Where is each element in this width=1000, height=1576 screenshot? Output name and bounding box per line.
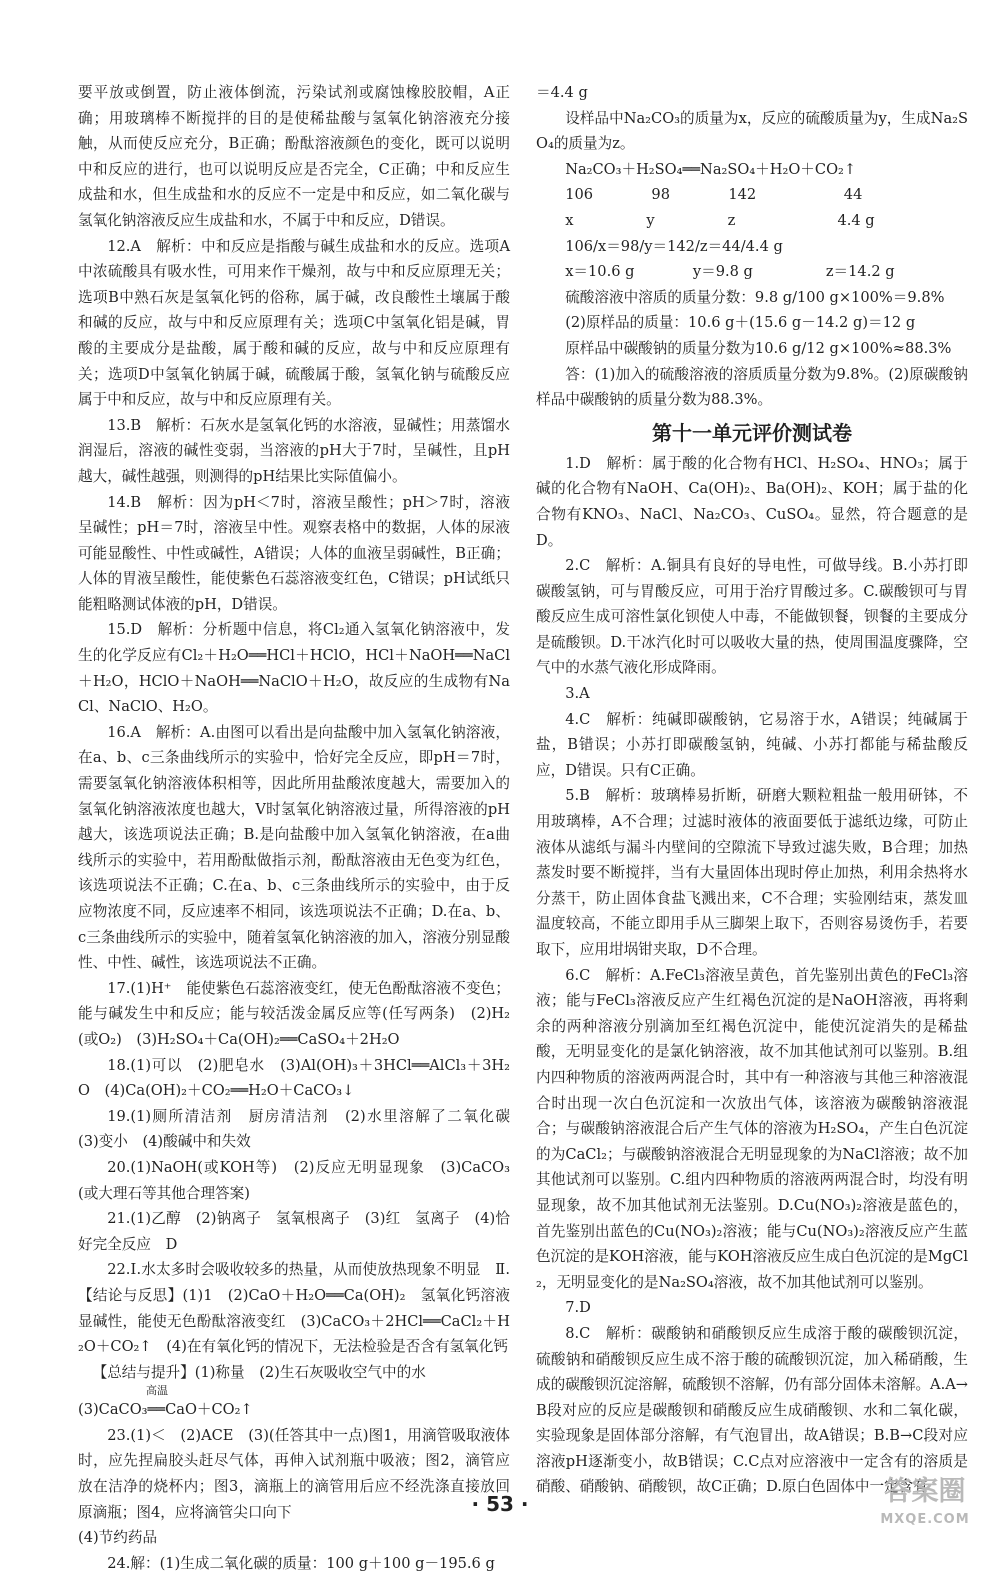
watermark-title: 答案圈 [884,1476,966,1507]
watermark-logo [860,1478,990,1528]
answer-6: 6.C 解析：A.FeCl₃溶液呈黄色，首先鉴别出黄色的FeCl₃溶液；能与FeCl₃溶液反应产生红褐色沉淀的是NaOH溶液，再将剩余的两种溶液分别滴加至红褐色沉淀中，能使沉淀消失的是稀盐酸，无明显变化的是氯化钠溶液，故不加其他试剂可以鉴别。B.组内四种物质的溶液两两混合时，其中有一种溶液与其他三种溶液混合时出现一次白色沉淀和一次放出气体，该溶液为碳酸钠溶液混合；与碳酸钠溶液混合后产生气体的溶液为H₂SO₄，产生白色沉淀的为CaCl₂；与碳酸钠溶液混合无明显现象的为NaCl溶液；故不加其他试剂可以鉴别。C.组内四种物质的溶液两两混合时，均没有明显现象，故不加其他试剂无法鉴别。D.Cu(NO₃)₂溶液是蓝色的，首先鉴别出蓝色的Cu(NO₃)₂溶液；能与Cu(NO₃)₂溶液反应产生蓝色沉淀的是KOH溶液，能与KOH溶液反应生成白色沉淀的是MgCl₂，无明显变化的是Na₂SO₄溶液，故不加其他试剂可以鉴别。 [536,966,968,1291]
answer-23: 23.(1)＜ (2)ACE (3)(任答其中一点)图1，用滴管吸取液体时，应先捏扁胶头赶尽气体，再伸入试剂瓶中吸液；图2，滴管应放在洁净的烧杯内；图3，滴瓶上的滴管用后应不经洗涤直接放回原滴瓶；图4，应将滴管尖口向下 [78,1426,510,1521]
answer-17: 17.(1)H⁺ 能使紫色石蕊溶液变红，使无色酚酞溶液不变色；能与碱发生中和反应；能与较活泼金属反应等(任写两条) (2)H₂(或O₂) (3)H₂SO₄＋Ca(OH)₂══CaSO₄＋2H₂O [78,979,510,1048]
equation-line: 106 98 142 44 [565,186,863,204]
equation-line: (3)CaCO₃══CaO＋CO₂↑ [78,1401,253,1419]
answer-4: 4.C 解析：纯碱即碳酸钠，它易溶于水，A错误；纯碱属于盐，B错误；小苏打即碳酸氢钠，纯碱、小苏打都能与稀盐酸反应，D错误。只有C正确。 [536,710,968,779]
answer-20: 20.(1)NaOH(或KOH等) (2)反应无明显现象 (3)CaCO₃(或大理石等其他合理答案) [78,1158,510,1202]
text-paragraph: 答：(1)加入的硫酸溶液的溶质质量分数为9.8%。(2)原碳酸钠样品中碳酸钠的质量分数为88.3%。 [536,365,968,409]
page-number: · 53 · [471,1492,529,1516]
answer-18: 18.(1)可以 (2)肥皂水 (3)Al(OH)₃＋3HCl══AlCl₃＋3H₂O (4)Ca(OH)₂＋CO₂══H₂O＋CaCO₃↓ [78,1056,510,1100]
answer-15: 15.D 解析：分析题中信息，将Cl₂通入氢氧化钠溶液中，发生的化学反应有Cl₂＋H₂O══HCl＋HClO，HCl＋NaOH══NaCl＋H₂O，HClO＋NaOH══NaClO＋H₂O，故反应的生成物有NaCl、NaClO、H₂O。 [78,621,510,716]
left-column [78,80,525,1576]
text-paragraph: 设样品中Na₂CO₃的质量为x，反应的硫酸质量为y，生成Na₂SO₄的质量为z。 [536,109,968,153]
answer-14: 14.B 解析：因为pH＜7时，溶液呈酸性；pH＞7时，溶液呈碱性；pH＝7时，溶液呈中性。观察表格中的数据，人体的尿液可能显酸性、中性或碱性，A错误；人体的血液呈弱碱性，B正确；人体的胃液呈酸性，能使紫色石蕊溶液变红色，C错误；pH试纸只能粗略测试体液的pH，D错误。 [78,493,510,613]
section-title: 第十一单元评价测试卷 [652,420,852,445]
answer-21: 21.(1)乙醇 (2)钠离子 氢氧根离子 (3)红 氢离子 (4)恰好完全反应 D [78,1210,510,1253]
answer-2: 2.C 解析：A.铜具有良好的导电性，可做导线。B.小苏打即碳酸氢钠，可与胃酸反应，可用于治疗胃酸过多。C.碳酸钡可与胃酸反应生成可溶性氯化钡使人中毒，不能做钡餐，钡餐的主要成分是硫酸钡。D.干冰汽化时可以吸收大量的热，使周围温度骤降，空气中的水蒸气液化形成降雨。 [536,557,968,677]
answer-16: 16.A 解析：A.由图可以看出是向盐酸中加入氢氧化钠溶液，在a、b、c三条曲线所示的实验中，恰好完全反应，即pH＝7时，需要氢氧化钠溶液体积相等，因此所用盐酸浓度越大，需要加入的氢氧化钠溶液浓度也越大，V时氢氧化钠溶液过量，所得溶液的pH越大，该选项说法正确；B.是向盐酸中加入氢氧化钠溶液，在a曲线所示的实验中，若用酚酞做指示剂，酚酞溶液由无色变为红色，该选项说法不正确；C.在a、b、c三条曲线所示的实验中，由于反应物浓度不同，反应速率不相同，该选项说法不正确；D.在a、b、c三条曲线所示的实验中，随着氢氧化钠溶液的加入，溶液分别显酸性、中性、碱性，该选项说法不正确。 [78,723,510,972]
equation-line: Na₂CO₃＋H₂SO₄══Na₂SO₄＋H₂O＋CO₂↑ [565,160,857,178]
text-paragraph: 原样品中碳酸钠的质量分数为10.6 g/12 g×100%≈88.3% [565,339,952,357]
equation-line: 106/x＝98/y＝142/z＝44/4.4 g [565,237,783,255]
text-paragraph: (4)节约药品 [78,1529,158,1547]
answer-7: 7.D [565,1299,591,1317]
equation-line: x y z 4.4 g [565,211,875,229]
text-paragraph: (2)原样品的质量：10.6 g＋(15.6 g－14.2 g)＝12 g [565,314,916,332]
right-column [536,80,968,1500]
text-paragraph: 硫酸溶液中溶质的质量分数：9.8 g/100 g×100%＝9.8% [565,288,945,306]
answer-3: 3.A [565,685,590,703]
summary-line: 【总结与提升】(1)称量 (2)生石灰吸收空气中的水 [92,1363,426,1381]
text-paragraph: 要平放或倒置，防止液体倒流，污染试剂或腐蚀橡胶胶帽，A正确；用玻璃棒不断搅拌的目的是使稀盐酸与氢氧化钠溶液充分接触，从而使反应充分，B正确；酚酞溶液颜色的变化，既可以说明中和反应的进行，也可以说明反应是否完全，C正确；中和反应生成盐和水，但生成盐和水的反应不一定是中和反应，如二氧化碳与氢氧化钠溶液反应生成盐和水，不属于中和反应，D错误。 [78,84,510,229]
answer-19: 19.(1)厕所清洁剂 厨房清洁剂 (2)水里溶解了二氧化碳 (3)变小 (4)酸碱中和失效 [78,1107,525,1151]
text-paragraph: ＝4.4 g [536,84,588,101]
answer-13: 13.B 解析：石灰水是氢氧化钙的水溶液，显碱性；用蒸馏水润湿后，溶液的碱性变弱，当溶液的pH大于7时，呈碱性，且pH越大，碱性越强，则测得的pH结果比实际值偏小。 [78,416,510,485]
answer-24: 24.解：(1)生成二氧化碳的质量：100 g＋100 g－195.6 g [107,1554,495,1572]
answer-1: 1.D 解析：属于酸的化合物有HCl、H₂SO₄、HNO₃；属于碱的化合物有NaOH、Ca(OH)₂、Ba(OH)₂、KOH；属于盐的化合物有KNO₃、NaCl、Na₂CO₃、CuSO₄。显然，符合题意的是D。 [536,454,968,549]
answer-22: 22.Ⅰ.水太多时会吸收较多的热量，从而使放热现象不明显 Ⅱ.【结论与反思】(1)1 (2)CaO＋H₂O══Ca(OH)₂ 氢氧化钙溶液显碱性，能使无色酚酞溶液变红 (3)CaCO₃＋2HCl══CaCl₂＋H₂O＋CO₂↑ (4)在有氧化钙的情况下，无法检验是否含有氢氧化钙 [78,1261,510,1356]
watermark-url: MXQE.COM [880,1512,970,1527]
answer-8: 8.C 解析：碳酸钠和硝酸钡反应生成溶于酸的碳酸钡沉淀，硫酸钠和硝酸钡反应生成不溶于酸的硫酸钡沉淀，加入稀硝酸，生成的碳酸钡沉淀溶解，硫酸钡不溶解，仍有部分固体未溶解。A.A→B段对应的反应是碳酸钡和硝酸反应生成硝酸钡、水和二氧化碳，实验现象是固体部分溶解，有气泡冒出，故A错误；B.B→C段对应溶液pH逐渐变小，故B错误；C.C点对应溶液中一定含有的溶质是硝酸、硝酸钠、硝酸钡，故C正确；D.原白色固体中一定含有 [536,1324,968,1496]
answer-12: 12.A 解析：中和反应是指酸与碱生成盐和水的反应。选项A中浓硫酸具有吸水性，可用来作干燥剂，故与中和反应原理无关；选项B中熟石灰是氢氧化钙的俗称，属于碱，改良酸性土壤属于酸和碱的反应，故与中和反应原理有关；选项C中氢氧化铝是碱，胃酸的主要成分是盐酸，属于酸和碱的反应，故与中和反应原理有关；选项D中氢氧化钠属于碱，硫酸属于酸，氢氧化钠与硫酸反应属于中和反应，故与中和反应原理有关。 [78,237,510,409]
equation-line: x＝10.6 g y＝9.8 g z＝14.2 g [565,263,895,281]
condition-label: 高温 [146,1384,168,1398]
answer-5: 5.B 解析：玻璃棒易折断，研磨大颗粒粗盐一般用研钵，不用玻璃棒，A不合理；过滤时液体的液面要低于滤纸边缘，可防止液体从滤纸与漏斗内壁间的空隙流下导致过滤失败，B合理；加热蒸发时要不断搅拌，当有大量固体出现时停止加热，利用余热将水分蒸干，防止固体食盐飞溅出来，C不合理；实验刚结束，蒸发皿温度较高，不能立即用手从三脚架上取下，否则容易烫伤手，若要取下，应用坩埚钳夹取，D不合理。 [536,787,968,958]
